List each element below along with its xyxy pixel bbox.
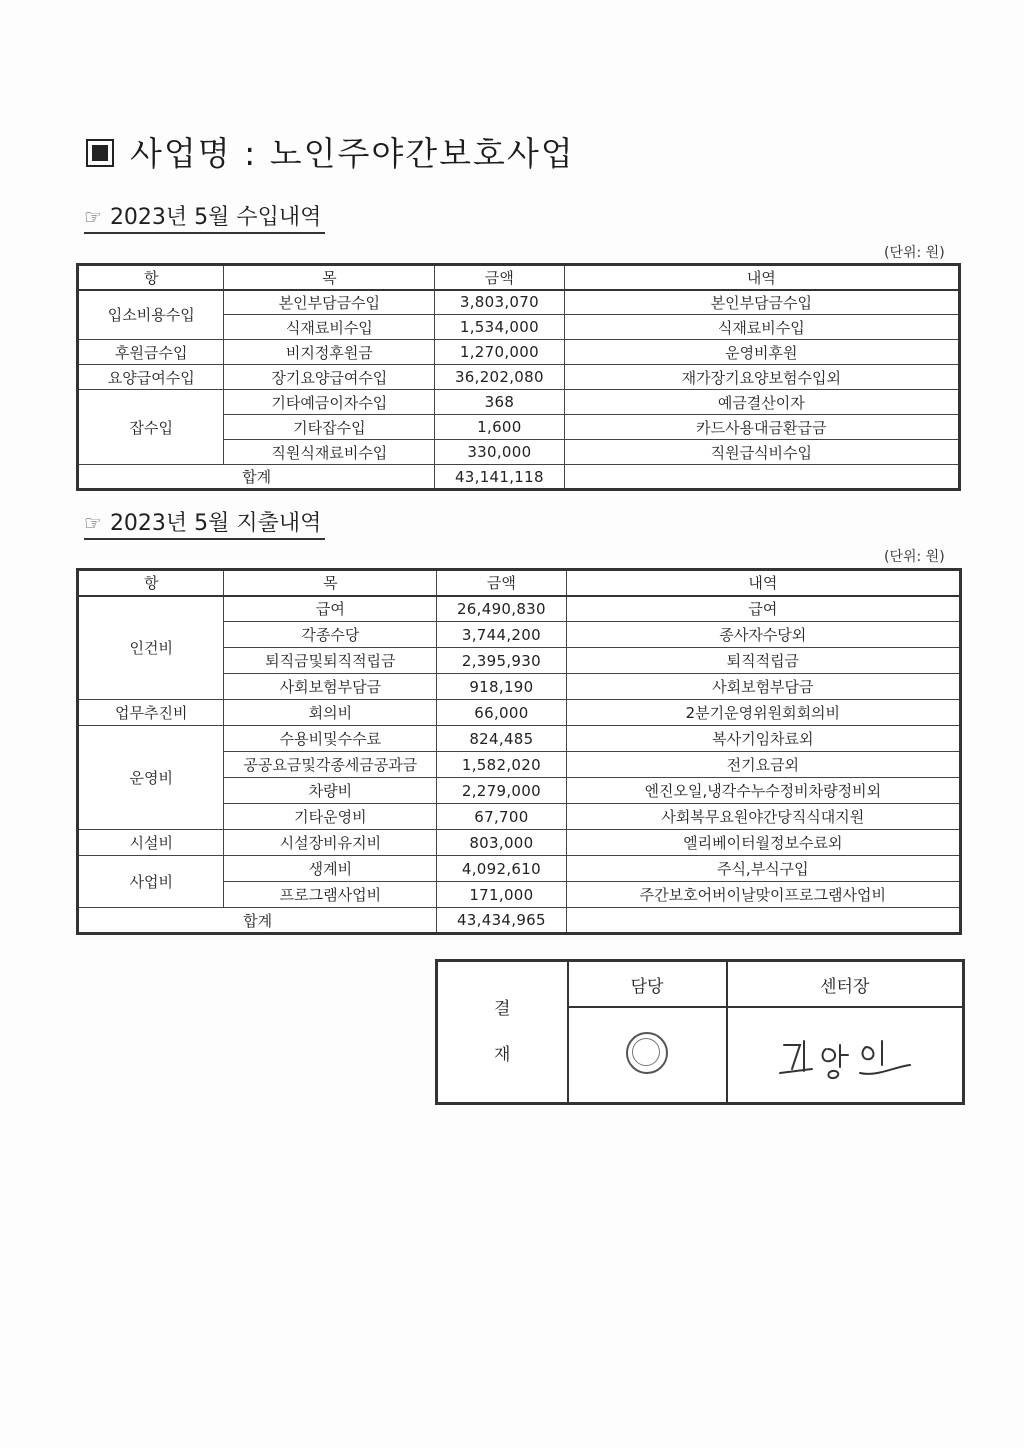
amount-cell: 66,000 bbox=[437, 700, 566, 726]
amount-cell: 330,000 bbox=[435, 440, 564, 465]
approval-label bbox=[437, 961, 568, 1104]
detail-cell: 재가장기요양보험수입외 bbox=[564, 365, 959, 390]
table-row bbox=[78, 856, 961, 882]
item-cell: 요양급여수입 bbox=[78, 365, 224, 390]
amount-cell: 2,279,000 bbox=[437, 778, 566, 804]
income-table bbox=[76, 263, 961, 491]
item-cell: 시설비 bbox=[78, 830, 224, 856]
col-header-subitem: 목 bbox=[224, 265, 435, 290]
approval-role-director: 센터장 bbox=[727, 961, 964, 1008]
subitem-cell: 차량비 bbox=[224, 778, 437, 804]
detail-cell: 사회복무요원야간당직식대지원 bbox=[566, 804, 960, 830]
col-header-item: 항 bbox=[78, 265, 224, 290]
table-row bbox=[78, 390, 960, 415]
subitem-cell: 회의비 bbox=[224, 700, 437, 726]
table-row bbox=[78, 340, 960, 365]
subitem-cell: 퇴직금및퇴직적립금 bbox=[224, 648, 437, 674]
amount-cell: 803,000 bbox=[437, 830, 566, 856]
amount-cell: 1,534,000 bbox=[435, 315, 564, 340]
detail-cell: 주간보호어버이날맞이프로그램사업비 bbox=[566, 882, 960, 908]
total-row bbox=[78, 465, 960, 490]
amount-cell: 1,270,000 bbox=[435, 340, 564, 365]
approval-label-top: 결 bbox=[494, 999, 511, 1019]
item-cell: 업무추진비 bbox=[78, 700, 224, 726]
amount-cell: 36,202,080 bbox=[435, 365, 564, 390]
col-header-amount: 금액 bbox=[435, 265, 564, 290]
detail-cell: 카드사용대금환급금 bbox=[564, 415, 959, 440]
item-cell: 인건비 bbox=[78, 596, 224, 700]
income-heading bbox=[84, 200, 325, 234]
subitem-cell: 기타운영비 bbox=[224, 804, 437, 830]
item-cell: 잡수입 bbox=[78, 390, 224, 465]
approval-box bbox=[435, 959, 965, 1105]
subitem-cell: 사회보험부담금 bbox=[224, 674, 437, 700]
total-amount: 43,434,965 bbox=[437, 908, 566, 934]
detail-cell: 식재료비수입 bbox=[564, 315, 959, 340]
table-row bbox=[78, 365, 960, 390]
table-row bbox=[78, 830, 961, 856]
table-row bbox=[78, 726, 961, 752]
amount-cell: 2,395,930 bbox=[437, 648, 566, 674]
total-detail-empty bbox=[564, 465, 959, 490]
subitem-cell: 급여 bbox=[224, 596, 437, 622]
detail-cell: 본인부담금수입 bbox=[564, 290, 959, 315]
amount-cell: 171,000 bbox=[437, 882, 566, 908]
subitem-cell: 기타예금이자수입 bbox=[224, 390, 435, 415]
amount-cell: 918,190 bbox=[437, 674, 566, 700]
amount-cell: 3,744,200 bbox=[437, 622, 566, 648]
detail-cell: 복사기임차료외 bbox=[566, 726, 960, 752]
square-bullet-icon bbox=[86, 139, 114, 167]
detail-cell: 직원급식비수입 bbox=[564, 440, 959, 465]
subitem-cell: 프로그램사업비 bbox=[224, 882, 437, 908]
income-unit-label: (단위: 원) bbox=[884, 245, 945, 261]
approval-role-staff: 담당 bbox=[568, 961, 727, 1008]
subitem-cell: 식재료비수입 bbox=[224, 315, 435, 340]
amount-cell: 1,582,020 bbox=[437, 752, 566, 778]
item-cell: 후원금수입 bbox=[78, 340, 224, 365]
subitem-cell: 시설장비유지비 bbox=[224, 830, 437, 856]
total-label: 합계 bbox=[78, 908, 437, 934]
amount-cell: 67,700 bbox=[437, 804, 566, 830]
item-cell: 운영비 bbox=[78, 726, 224, 830]
subitem-cell: 장기요양급여수입 bbox=[224, 365, 435, 390]
staff-sign-cell bbox=[568, 1007, 727, 1104]
table-row bbox=[78, 290, 960, 315]
expense-heading-text: 2023년 5월 지출내역 bbox=[109, 511, 322, 536]
pointing-hand-icon: ☞ bbox=[84, 511, 102, 535]
amount-cell: 4,092,610 bbox=[437, 856, 566, 882]
amount-cell: 26,490,830 bbox=[437, 596, 566, 622]
approval-label-bottom: 재 bbox=[494, 1045, 511, 1065]
detail-cell: 예금결산이자 bbox=[564, 390, 959, 415]
detail-cell: 엔진오일,냉각수누수정비차량정비외 bbox=[566, 778, 960, 804]
detail-cell: 전기요금외 bbox=[566, 752, 960, 778]
income-heading-text: 2023년 5월 수입내역 bbox=[109, 205, 322, 230]
amount-cell: 824,485 bbox=[437, 726, 566, 752]
item-cell: 사업비 bbox=[78, 856, 224, 908]
handwritten-signature bbox=[770, 1023, 920, 1083]
col-header-detail: 내역 bbox=[564, 265, 959, 290]
income-header-row bbox=[78, 265, 960, 290]
table-row bbox=[78, 700, 961, 726]
detail-cell: 운영비후원 bbox=[564, 340, 959, 365]
expense-header-row bbox=[78, 570, 961, 596]
expense-unit-label: (단위: 원) bbox=[884, 549, 945, 565]
detail-cell: 2분기운영위원회회의비 bbox=[566, 700, 960, 726]
subitem-cell: 직원식재료비수입 bbox=[224, 440, 435, 465]
expense-heading bbox=[84, 506, 325, 540]
item-cell: 입소비용수입 bbox=[78, 290, 224, 340]
detail-cell: 사회보험부담금 bbox=[566, 674, 960, 700]
amount-cell: 368 bbox=[435, 390, 564, 415]
subitem-cell: 각종수당 bbox=[224, 622, 437, 648]
col-header-subitem: 목 bbox=[224, 570, 437, 596]
amount-cell: 1,600 bbox=[435, 415, 564, 440]
document-title-text: 사업명 : 노인주야간보호사업 bbox=[130, 134, 575, 173]
detail-cell: 퇴직적립금 bbox=[566, 648, 960, 674]
pointing-hand-icon: ☞ bbox=[84, 205, 102, 229]
total-label: 합계 bbox=[78, 465, 435, 490]
total-row bbox=[78, 908, 961, 934]
subitem-cell: 공공요금및각종세금공과금 bbox=[224, 752, 437, 778]
amount-cell: 3,803,070 bbox=[435, 290, 564, 315]
detail-cell: 엘리베이터월정보수료외 bbox=[566, 830, 960, 856]
subitem-cell: 기타잡수입 bbox=[224, 415, 435, 440]
total-detail-empty bbox=[566, 908, 960, 934]
subitem-cell: 생계비 bbox=[224, 856, 437, 882]
seal-stamp-icon bbox=[626, 1032, 668, 1074]
detail-cell: 급여 bbox=[566, 596, 960, 622]
subitem-cell: 본인부담금수입 bbox=[224, 290, 435, 315]
table-row bbox=[78, 596, 961, 622]
total-amount: 43,141,118 bbox=[435, 465, 564, 490]
expense-table bbox=[76, 568, 962, 935]
col-header-amount: 금액 bbox=[437, 570, 566, 596]
director-sign-cell bbox=[727, 1007, 964, 1104]
subitem-cell: 비지정후원금 bbox=[224, 340, 435, 365]
subitem-cell: 수용비및수수료 bbox=[224, 726, 437, 752]
detail-cell: 주식,부식구입 bbox=[566, 856, 960, 882]
detail-cell: 종사자수당외 bbox=[566, 622, 960, 648]
col-header-detail: 내역 bbox=[566, 570, 960, 596]
col-header-item: 항 bbox=[78, 570, 224, 596]
document-title bbox=[86, 128, 575, 175]
